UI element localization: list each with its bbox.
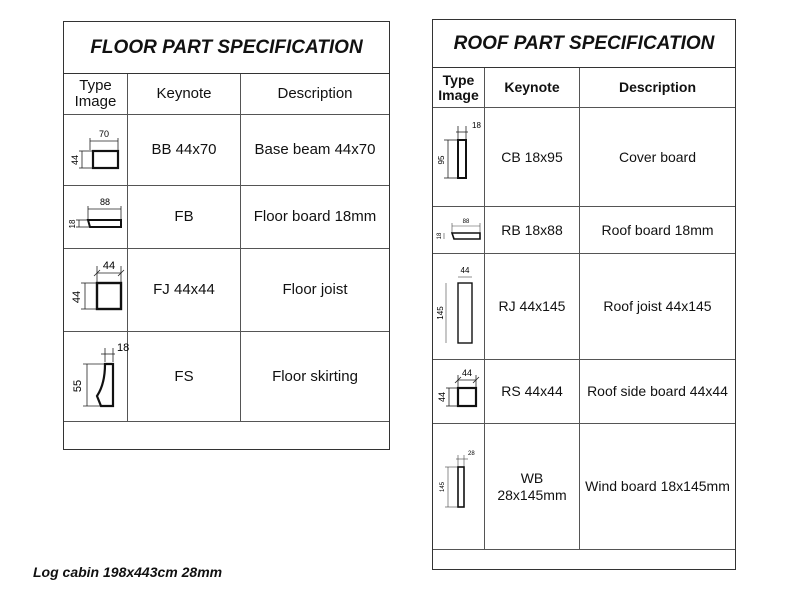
roof-side-board-profile-drawing: [433, 360, 485, 423]
roof-keynote-cell: WB 28x145mm: [485, 424, 580, 549]
roof-description-cell: Roof side board 44x44: [587, 383, 728, 400]
dimension-label: 44: [461, 367, 472, 378]
roof-spec-table: [432, 19, 736, 570]
roof-board-profile-drawing: [433, 207, 485, 253]
roof-empty-footer-row: [433, 550, 735, 569]
dimension-label: 18: [436, 232, 443, 240]
dimension-label: 44: [460, 265, 469, 275]
table-row: [64, 115, 389, 186]
cover-board-profile-drawing: [433, 108, 485, 206]
floor-joist-profile-drawing: [64, 249, 128, 331]
roof-header-description: Description: [618, 79, 696, 96]
roof-description-cell: Wind board 18x145mm: [585, 478, 730, 495]
dimension-label: 44: [102, 260, 115, 272]
base-beam-profile-drawing: [64, 115, 128, 185]
floor-keynote-cell: FB: [128, 186, 241, 248]
dimension-label: 88: [99, 197, 110, 207]
floor-header-keynote: Keynote: [128, 74, 241, 114]
dimension-label: 44: [70, 290, 83, 304]
dimension-label: 44: [436, 391, 447, 402]
roof-description-cell: Roof board 18mm: [601, 221, 714, 238]
dimension-label: 44: [69, 154, 80, 166]
roof-table-title: ROOF PART SPECIFICATION: [433, 20, 735, 68]
dimension-label: 28: [467, 450, 475, 457]
dimension-label: 145: [435, 305, 445, 320]
roof-header-row: [433, 68, 735, 108]
table-row: [64, 249, 389, 332]
floor-skirting-profile-drawing: [64, 332, 128, 421]
floor-header-row: [64, 74, 389, 115]
dimension-label: 18: [67, 219, 77, 229]
floor-empty-footer-row: [64, 422, 389, 448]
roof-keynote-cell: RJ 44x145: [485, 254, 580, 359]
dimension-label: 95: [436, 155, 446, 165]
floor-spec-table: [63, 21, 390, 450]
table-row: [64, 186, 389, 249]
dimension-label: 18: [471, 121, 481, 130]
floor-description-cell: Floor board 18mm: [253, 208, 377, 226]
floor-table-title: FLOOR PART SPECIFICATION: [64, 22, 389, 74]
table-row: [433, 360, 735, 424]
table-row: [433, 424, 735, 550]
table-row: [64, 332, 389, 422]
floor-header-type-image: Type Image: [64, 74, 128, 114]
table-row: [433, 108, 735, 207]
dimension-label: 145: [439, 481, 446, 492]
dimension-label: 88: [462, 219, 469, 225]
floor-keynote-cell: BB 44x70: [128, 115, 241, 185]
roof-description-cell: Roof joist 44x145: [603, 298, 712, 315]
roof-header-keynote: Keynote: [485, 68, 580, 107]
roof-keynote-cell: RB 18x88: [485, 207, 580, 253]
floor-header-description: Description: [277, 85, 353, 103]
table-row: [433, 254, 735, 360]
roof-description-cell: Cover board: [618, 148, 697, 165]
dimension-label: 70: [98, 129, 109, 139]
floor-description-cell: Floor skirting: [272, 367, 358, 385]
roof-header-type-image: Type Image: [433, 68, 485, 107]
table-row: [433, 207, 735, 254]
dimension-label: 18: [116, 341, 129, 354]
floor-keynote-cell: FS: [128, 332, 241, 421]
roof-keynote-cell: CB 18x95: [485, 108, 580, 206]
floor-keynote-cell: FJ 44x44: [128, 249, 241, 331]
floor-description-cell: Base beam 44x70: [254, 141, 376, 159]
caption: Log cabin 198x443cm 28mm: [33, 564, 223, 580]
wind-board-profile-drawing: [433, 424, 485, 549]
floor-board-profile-drawing: [64, 186, 128, 248]
dimension-label: 55: [71, 379, 84, 392]
roof-keynote-cell: RS 44x44: [485, 360, 580, 423]
floor-description-cell: Floor joist: [282, 281, 348, 299]
roof-joist-profile-drawing: [433, 254, 485, 359]
